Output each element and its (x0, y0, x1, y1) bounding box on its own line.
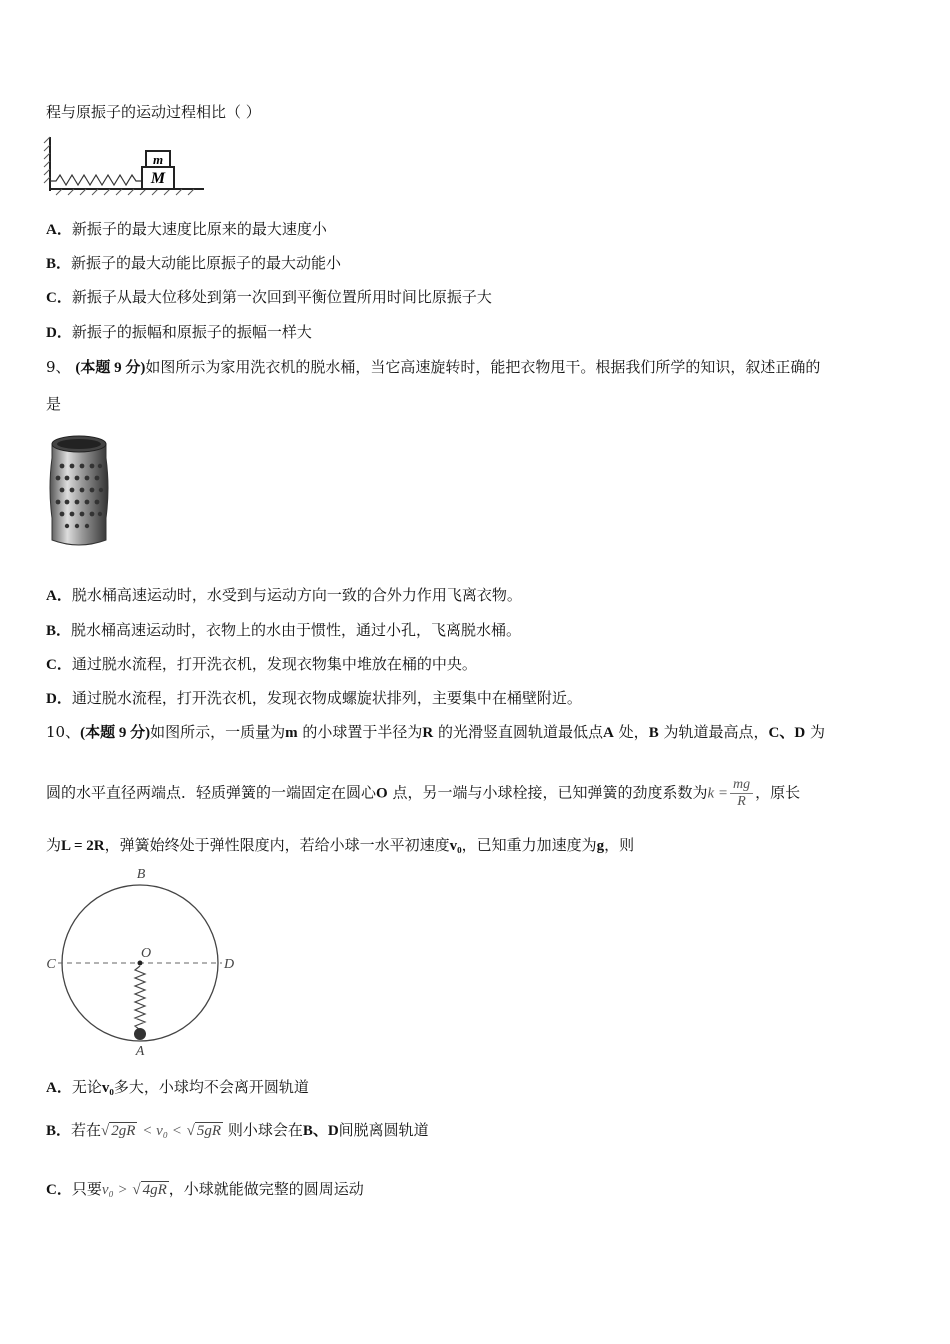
sqrt-5gR: √ 5gR (186, 1123, 222, 1139)
q10-option-a: A．无论v₀多大，小球均不会离开圆轨道 (46, 1078, 309, 1096)
q8-option-b: B．新振子的最大动能比原振子的最大动能小 (46, 254, 342, 272)
spring-block-figure (42, 133, 207, 199)
q10-stem-line1: 10、(本题 9 分)如图所示，一质量为m 的小球置于半径为R 的光滑竖直圆轨道最低点A 处，B 为轨道最高点，C、D 为 (46, 723, 825, 741)
block-m-label: m (152, 152, 164, 167)
label-D: D (223, 957, 235, 972)
q9-option-d: D．通过脱水流程，打开洗衣机，发现衣物成螺旋状排列，主要集中在桶壁附近。 (46, 689, 582, 707)
label-B: B (136, 867, 146, 882)
q8-option-d: D．新振子的振幅和原振子的振幅一样大 (46, 323, 312, 341)
q8-stem: 程与原振子的运动过程相比（ ） (46, 103, 261, 121)
label-A: A (135, 1044, 145, 1058)
q9-option-a: A．脱水桶高速运动时，水受到与运动方向一致的合外力作用飞离衣物。 (46, 586, 522, 604)
label-O: O (140, 946, 152, 961)
sqrt-4gR: √ 4gR (132, 1182, 167, 1198)
q9-stem-line1: 9、 (本题 9 分)如图所示为家用洗衣机的脱水桶，当它高速旋转时，能把衣物甩干。根据我们所学的知识，叙述正确的 (46, 358, 821, 376)
q9-option-c: C．通过脱水流程，打开洗衣机，发现衣物集中堆放在桶的中央。 (46, 655, 477, 673)
q10-option-b: B．若在√ 2gR < v₀ < √ 5gR 则小球会在B、D间脱离圆轨道 (46, 1121, 429, 1139)
q8-option-c: C．新振子从最大位移处到第一次回到平衡位置所用时间比原振子大 (46, 288, 492, 306)
q9-option-b: B．脱水桶高速运动时，衣物上的水由于惯性，通过小孔，飞离脱水桶。 (46, 621, 522, 639)
washer-drum-figure (44, 428, 114, 554)
label-C: C (46, 957, 56, 972)
circle-track-figure (40, 862, 240, 1058)
block-M-label: M (150, 170, 166, 187)
q10-stem-line3: 为L = 2R，弹簧始终处于弹性限度内，若给小球一水平初速度v₀，已知重力加速度为g，则 (46, 836, 635, 854)
q8-option-a: A．新振子的最大速度比原来的最大速度小 (46, 220, 327, 238)
q10-option-c: C．只要v₀ > √ 4gR ，小球就能做完整的圆周运动 (46, 1180, 364, 1198)
q10-stem-line2: 圆的水平直径两端点．轻质弹簧的一端固定在圆心O 点，另一端与小球栓接，已知弹簧的劲度系数为k = $\frac{mg}{R}$ ，原长 (46, 777, 801, 809)
sqrt-2gR: √ 2gR (101, 1123, 136, 1139)
q9-stem-line2: 是 (46, 395, 62, 413)
spring-constant-fraction: $\frac{mg}{R}$ (730, 777, 753, 810)
